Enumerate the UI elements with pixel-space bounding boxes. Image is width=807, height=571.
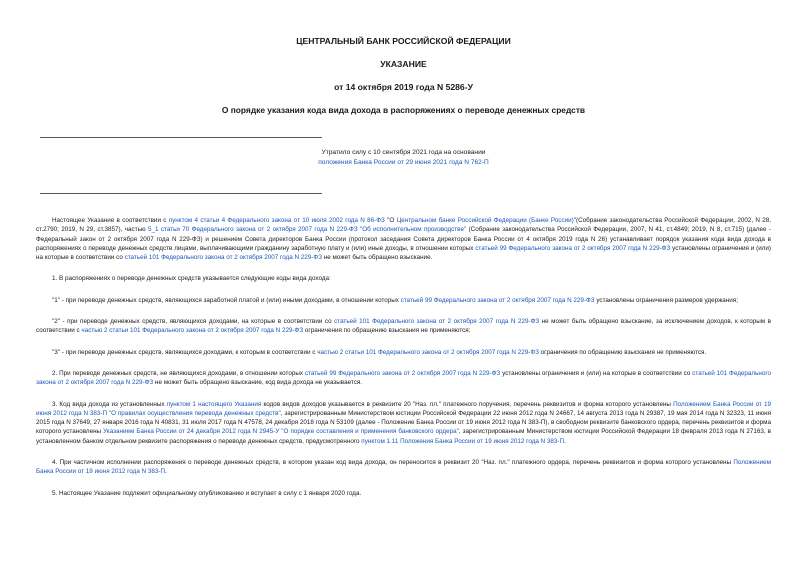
date-number-heading: от 14 октября 2019 года N 5286-У [334,82,473,92]
paragraph-text: 5. Настоящее Указание подлежит официальному опубликованию и вступает в силу с 1 января 2020 года. [52,489,362,497]
paragraph-text: ограничения по обращению взыскания не применяются. [538,348,707,356]
paragraph-text: не может быть обращено взыскание, код вида дохода не указывается. [153,379,363,387]
paragraph-text: . [564,437,566,445]
paragraph-text: , зарегистрированным Министерством юстиции Российской Федерации 18 февраля 2013 года N 27163, в установленном банком отдельном реквизите распоряжения о переводе денежных средств, предусмотренного [36,428,771,445]
paragraph [36,274,771,283]
paragraph-text: . [165,468,167,476]
document-header [36,36,771,93]
legal-reference-link[interactable]: статьей 101 Федерального закона от 2 октября 2007 года N 229-ФЗ [36,369,771,387]
paragraph-text: 3. Код вида дохода из установленных [52,400,167,408]
paragraph-text: 2. При переводе денежных средств, не являющихся доходами, в отношении которых [52,369,305,377]
legal-reference-link[interactable]: Указанием Банка России от 24 декабря 2012 года N 2945-У "О порядке составления и применения банковского ордера" [103,428,459,436]
paragraph-text: Настоящее Указание в соответствии с [52,217,169,224]
legal-reference-link[interactable]: частью 2 статьи 101 Федерального закона от 2 октября 2007 года N 229-ФЗ [317,348,539,356]
legal-reference-link[interactable]: статьей 99 Федерального закона от 2 октября 2007 года N 229-ФЗ [304,369,501,377]
paragraph [36,317,771,336]
legal-reference-link[interactable]: пунктом 1.11 Положения Банка России от 19 июня 2012 года N 383-П [361,437,565,445]
document-title: О порядке указания кода вида дохода в распоряжениях о переводе денежных средств [221,105,586,115]
paragraph [36,489,771,498]
legal-reference-link[interactable]: статьей 101 Федерального закона от 2 октября 2007 года N 229-ФЗ [124,254,322,262]
legal-reference-link[interactable]: частью 2 статьи 101 Федерального закона от 2 октября 2007 года N 229-ФЗ [81,327,304,335]
status-note [36,148,771,167]
legal-reference-link[interactable]: 5_1 статьи 70 Федерального закона от 2 октября 2007 года N 229-ФЗ "Об исполнительном производстве" [147,226,467,234]
document-body [36,216,771,498]
legal-reference-link[interactable]: статьей 99 Федерального закона от 2 октября 2007 года N 229-ФЗ [400,296,595,304]
paragraph [36,296,771,305]
paragraph-text: "1" - при переводе денежных средств, являющихся заработной платой и (или) иными доходами, в отношении которых [52,296,401,304]
paragraph-text: 4. При частичном исполнении распоряжения о переводе денежных средств, в котором указан код вида дохода, он переносится в реквизит 20 "Наз. пл." платежного ордера, перечень реквизитов и форма которого установлены [52,459,734,467]
paragraph-text: "2" - при переводе денежных средств, являющихся доходами, на которые в соответствии со [52,318,335,326]
paragraph-text: (Собрание законодательства Российской Федерации, 2007, N 41, ст.4849; 2019, N 8, ст.715) (далее - Федеральный закон от 2 октября 2007 года N 229-ФЗ) и решением Совета директоров Банка России (протокол заседания Совета директоров Банка России от 4 октября 2019 года N 26) устанавливает порядок указания кода вида дохода в распоряжениях о переводе денежных средств лицами, выплачивающими гражданину заработную плату и (или) иные доходы, в отношении которых [36,226,771,252]
paragraph [36,458,771,477]
issuer-heading: ЦЕНТРАЛЬНЫЙ БАНК РОССИЙСКОЙ ФЕДЕРАЦИИ [296,36,511,46]
divider-top [40,137,322,138]
status-note-link[interactable]: положения Банка России от 29 июня 2021 года N 762-П [318,158,489,166]
doc-type-heading: УКАЗАНИЕ [380,59,427,69]
paragraph [36,216,771,262]
paragraph-text: "О [384,217,397,224]
paragraph-text: установлены ограничения размеров удержания; [594,296,738,304]
paragraph-text: не может быть обращено взыскание. [322,254,433,262]
paragraph-text: установлены ограничения и (или) на которые в соответствии со [500,369,693,377]
legal-reference-link[interactable]: Положением Банка России от 19 июня 2012 года N 383-П "О правилах осуществления перевода денежных средств" [36,400,772,417]
paragraph [36,369,771,388]
legal-reference-link[interactable]: статьей 101 Федерального закона от 2 октября 2007 года N 229-ФЗ [334,318,540,326]
paragraph-text: "(Собрание законодательства Российской Федерации, 2002, N 28, ст.2790; 2019, N 29, ст.3857), частью [36,217,772,234]
legal-reference-link[interactable]: пунктом 4 статьи 4 Федерального закона от 10 июля 2002 года N 86-ФЗ [168,217,385,224]
legal-reference-link[interactable]: статьей 99 Федерального закона от 2 октября 2007 года N 229-ФЗ [475,244,671,252]
legal-reference-link[interactable]: пунктом 1 настоящего Указания [166,400,262,408]
paragraph [36,400,771,446]
paragraph-text: "3" - при переводе денежных средств, являющихся доходами, к которым в соответствии с [52,348,318,356]
paragraph-text: не может быть обращено взыскание, за исключением доходов, к которым в соответствии с [36,318,771,335]
paragraph [36,348,771,357]
paragraph-text: 1. В распоряжениях о переводе денежных средств указывается следующие коды вида дохода: [52,275,331,283]
paragraph-text: , зарегистрированным Министерством юстиции Российской Федерации 22 июня 2012 года N 24667, 14 августа 2013 года N 29387, 19 мая 2014 года N 32323, 11 июня 2015 года N 37649, 27 января 2016 года N 40831, 31 июля 2017 года N 47578, 24 декабря 2018 года N 53109 (далее - Положение Банка России от 19 июня 2012 года N 383-П), в свободном реквизите банковского ордера, перечень реквизитов и форма которого установлены [36,409,771,436]
paragraph-text: кодов видов доходов указывается в реквизите 20 "Наз. пл." платежного поручения, перечень реквизитов и форма которого установлены [261,400,674,408]
paragraph-text: ограничения по обращению взыскания не применяются; [303,327,471,335]
legal-reference-link[interactable]: Положением Банка России от 19 июня 2012 года N 383-П [36,459,771,476]
status-note-text: Утратило силу с 10 сентября 2021 года на основании [321,149,486,156]
paragraph-text: установлены ограничения и (или) на которые в соответствии со [36,244,772,262]
divider-bottom [40,193,322,194]
legal-reference-link[interactable]: Центральном банке Российской Федерации (Банке России) [396,217,574,224]
